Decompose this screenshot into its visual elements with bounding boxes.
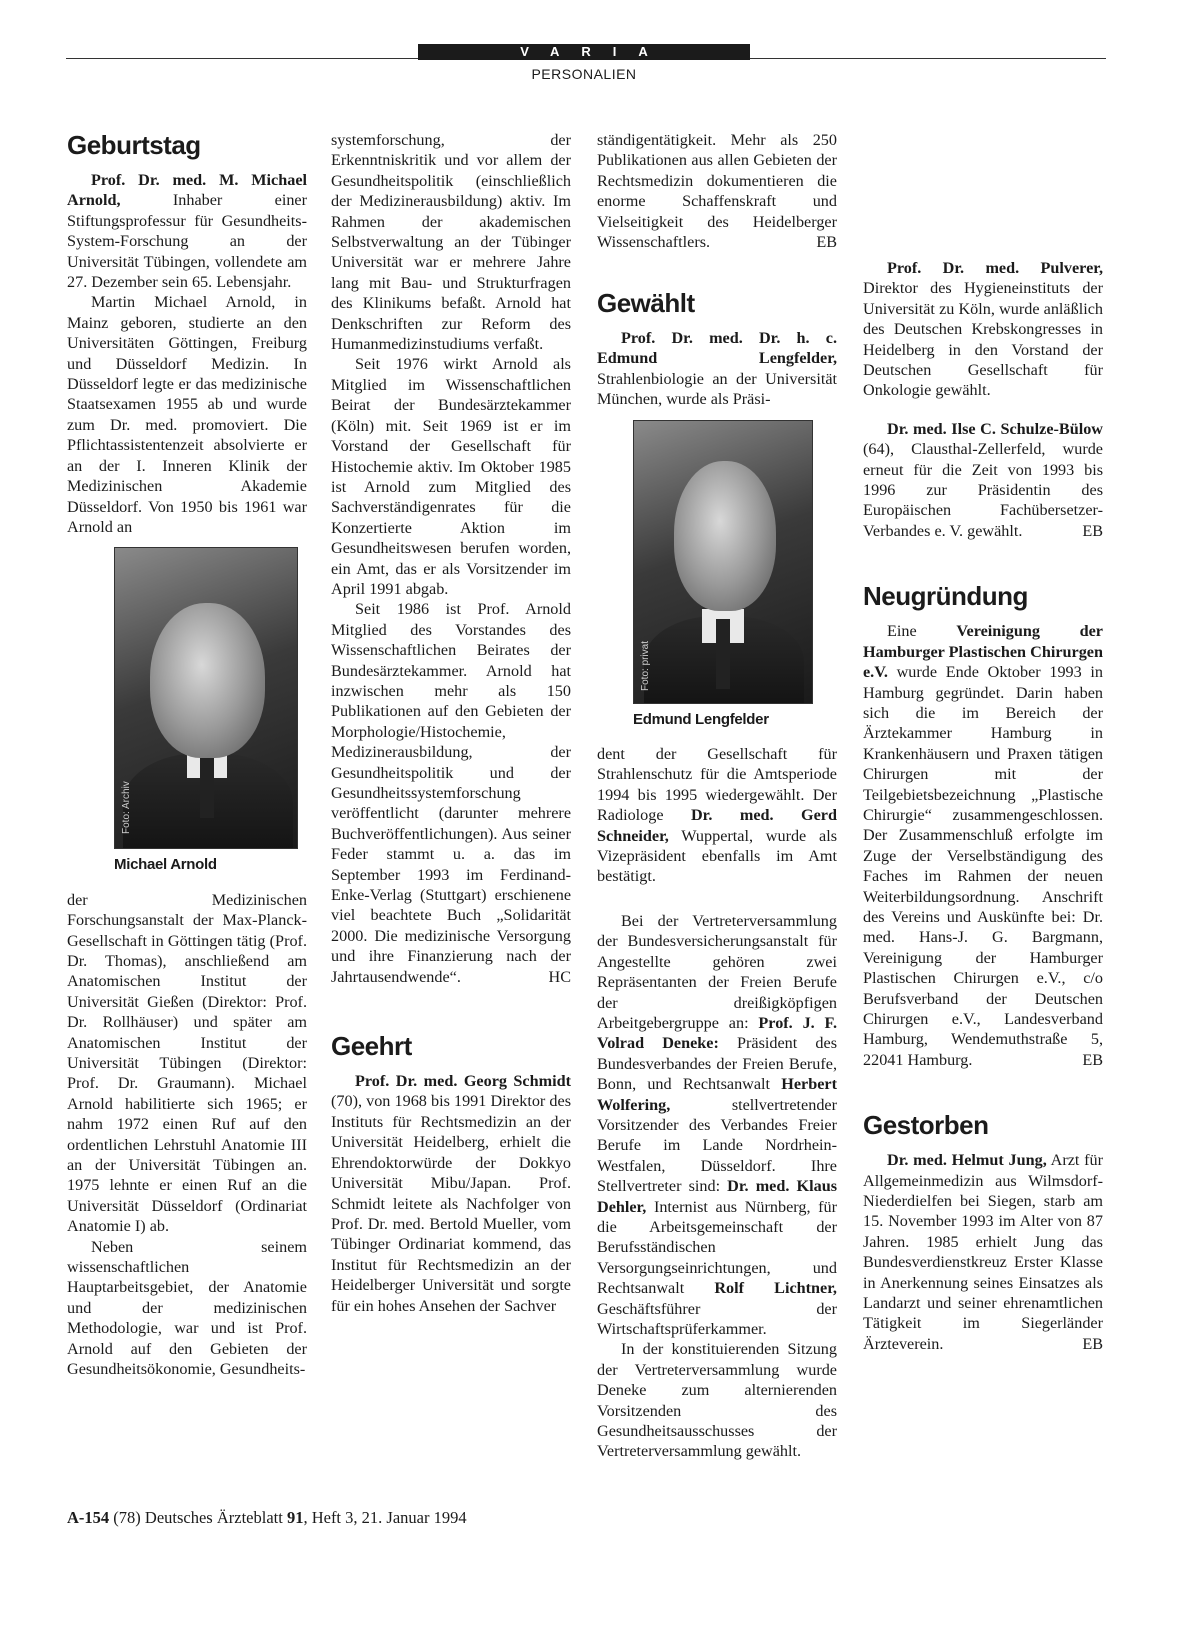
author-signature: EB xyxy=(1082,1334,1103,1353)
person-name: Prof. Dr. med. Pulverer, xyxy=(887,259,1103,277)
paragraph: dent der Gesellschaft für Strahlenschutz für die Amtsperiode 1994 bis 1995 wiedergewählt. Der Radiologe Dr. med. Gerd Schneider, Wuppertal, wurde als Vizepräsident ebenfalls im Amt bestätigt. xyxy=(597,745,837,886)
column-4 xyxy=(863,130,1103,1354)
author-signature: EB xyxy=(1082,521,1103,540)
person-name: Prof. Dr. med. Dr. h. c. Edmund Lengfelder, xyxy=(597,329,837,368)
photo-caption: Michael Arnold xyxy=(114,856,217,874)
issue-info: , Heft 3, 21. Januar 1994 xyxy=(303,1508,467,1527)
person-name: Dr. med. Klaus Dehler, xyxy=(597,1177,837,1216)
portrait-photo-lengfelder xyxy=(633,420,813,704)
author-signature: HC xyxy=(548,967,571,986)
paragraph: Eine Vereinigung der Hamburger Plastischen Chirurgen e.V. wurde Ende Oktober 1993 in Hamburg gegründet. Darin haben sich die im Bereich der Ärztekammer Hamburg in Krankenhäusern und Praxen tätigen Chirurgen mit der Teilgebietsbezeichnung „Plastische Chirurgie“ zusammengeschlossen. Der Zusammenschluß erfolgte im Zuge der Verselbständigung des Faches im Rahmen der neuen Weiterbildungsordnung. Anschrift des Vereins und Auskünfte bei: Dr. med. Hans-J. G. Bargmann, Vereinigung der Hamburger Plastischen Chirurgen e.V., c/o Berufsverband der Deutschen Chirurgen e.V., Landesverband Hamburg, Wendemuthstraße 5, 22041 Hamburg. EB xyxy=(863,622,1103,1069)
photo-caption: Edmund Lengfelder xyxy=(633,710,769,728)
paragraph: Neben seinem wissenschaftlichen Hauptarbeitsgebiet, der Anatomie und der medizinischen Methodologie, war und ist Prof. Arnold auf den Gebieten der Gesundheitsökonomie, Gesundheits- xyxy=(67,1237,307,1379)
person-name: Dr. med. Helmut Jung, xyxy=(887,1151,1047,1170)
paragraph: Dr. med. Ilse C. Schulze-Bülow (64), Clausthal-Zellerfeld, wurde erneut für die Zeit von 1993 bis 1996 zur Präsidentin des Europäischen Fachübersetzer-Verbandes e. V. gewählt. EB xyxy=(863,419,1103,540)
author-signature: EB xyxy=(816,233,837,252)
person-name: Prof. Dr. med. Georg Schmidt xyxy=(355,1072,571,1091)
page-number: A-154 xyxy=(67,1508,110,1527)
paragraph: Seit 1976 wirkt Arnold als Mitglied im Wissenschaftlichen Beirat der Bundesärztekammer (Köln) mit. Seit 1969 ist er im Vorstand der Gesellschaft für Histochemie aktiv. Im Oktober 1985 ist Arnold zum Mitglied des Sachverständigenrates für die Konzertierte Aktion im Gesundheitswesen berufen worden, ein Amt, das er als Vorsitzender im April 1991 abgab. xyxy=(331,355,571,598)
heading-geehrt: Geehrt xyxy=(331,1031,412,1062)
person-name: Dr. med. Gerd Schneider, xyxy=(597,806,837,845)
paragraph: In der konstituierenden Sitzung der Vertreterversammlung wurde Deneke zum alternierenden Vorsitzenden des Gesundheitsausschusses der Vertreterversammlung gewählt. xyxy=(597,1340,837,1461)
organization-name: Vereinigung der Hamburger Plastischen Chirurgen e.V. xyxy=(863,622,1103,682)
person-name: Dr. med. Ilse C. Schulze-Bülow xyxy=(887,419,1103,438)
paragraph: der Medizinischen Forschungsanstalt der Max-Planck-Gesellschaft in Göttingen tätig (Prof. Dr. Thomas), anschließend am Anatomischen Institut der Universität Gießen (Direktor: Prof. Dr. Rollhäuser) und später am Anatomischen Institut der Universität Tübingen (Direktor: Prof. Dr. Graumann). Michael Arnold habilitierte sich 1965; er nahm 1972 einen Ruf auf den ordentlichen Lehrstuhl Anatomie III an der Universität Tübingen an. 1975 lehnte er einen Ruf an die Universität Düsseldorf (Ordinariat Anatomie I) ab. xyxy=(67,890,307,1236)
person-name: Herbert Wolfering, xyxy=(597,1075,837,1114)
paragraph: ständigentätigkeit. Mehr als 250 Publikationen aus allen Gebieten der Rechtsmedizin dokumentieren die enorme Schaffenskraft und Vielseitigkeit des Heidelberger Wissenschaftlers. EB xyxy=(597,131,837,252)
photo-credit: Foto: privat xyxy=(640,640,651,691)
section-label: VARIA xyxy=(418,44,750,60)
person-name: Rolf Lichtner, xyxy=(714,1279,837,1298)
paragraph: Prof. Dr. med. Georg Schmidt (70), von 1968 bis 1991 Direktor des Instituts für Rechtsmedizin an der Universität Heidelberg, erhielt die Ehrendoktorwürde der Dokkyo Universität Mibu/Japan. Prof. Schmidt leitete als Nachfolger von Prof. Dr. med. Bertold Mueller, vom Tübinger Ordinariat kommend, das Institut für Rechtsmedizin an der Heidelberger Universität und sorgte für ein hohes Ansehen der Sachver xyxy=(331,1072,571,1315)
volume-number: 91 xyxy=(286,1508,304,1527)
column-1 xyxy=(67,130,307,1379)
paragraph: Seit 1986 ist Prof. Arnold Mitglied des Vorstandes des Wissenschaftlichen Beirates der Bundesärztekammer. Arnold hat inzwischen mehr als 150 Publikationen auf den Gebieten der Morphologie/Histochemie, Medizinerausbildung, der Gesundheitspolitik und der Gesundheitssystemforschung veröffentlicht (darunter mehrere Buchveröffentlichungen). Aus seiner Feder stammt u. a. das im September 1993 im Ferdinand-Enke-Verlag (Stuttgart) erschienene viel beachtete Buch „Solidarität 2000. Die medizinische Versorgung und ihre Finanzierung nach der Jahrtausendwende“. HC xyxy=(331,600,571,986)
paragraph: systemforschung, der Erkenntniskritik und vor allem der Gesundheitspolitik (einschließlich der Medizinerausbildung) aktiv. Im Rahmen der akademischen Selbstverwaltung an der Tübinger Universität war er mehrere Jahre lang mit Bau- und Strukturfragen des Klinikums befaßt. Arnold hat Denkschriften zur Reform des Humanmedizinstudiums verfaßt. xyxy=(331,131,571,354)
publication-info: (78) Deutsches Ärzteblatt xyxy=(113,1508,287,1527)
paragraph: Dr. med. Helmut Jung, Arzt für Allgemeinmedizin aus Wilmsdorf-Niederdielfen bei Siegen, starb am 15. November 1993 im Alter von 87 Jahren. 1985 erhielt Jung das Bundesverdienstkreuz Erster Klasse in Anerkennung seines Einsatzes als Landarzt und seiner ehrenamtlichen Tätigkeit im Siegerländer Ärzteverein. EB xyxy=(863,1151,1104,1353)
subsection-label: PERSONALIEN xyxy=(531,66,637,82)
column-3 xyxy=(597,130,837,1462)
portrait-photo-arnold xyxy=(114,547,298,849)
column-2 xyxy=(331,130,571,1316)
heading-gewaehlt: Gewählt xyxy=(597,288,695,318)
paragraph: Martin Michael Arnold, in Mainz geboren, studierte an den Universitäten Göttingen, Freiburg und Düsseldorf Medizin. In Düsseldorf legte er das medizinische Staatsexamen 1955 ab und wurde zum Dr. med. promoviert. Die Pflichtassistentenzeit absolvierte er an der I. Inneren Klinik der Medizinischen Akademie Düsseldorf. Von 1950 bis 1961 war Arnold an xyxy=(67,293,307,536)
paragraph: Prof. Dr. med. Pulverer, Direktor des Hygieneinstituts der Universität zu Köln, wurde anläßlich des Deutschen Krebskongresses in Heidelberg in den Vorstand der Deutschen Gesellschaft für Onkologie gewählt. xyxy=(863,259,1103,400)
paragraph: Prof. Dr. med. M. Michael Arnold, Inhaber einer Stiftungsprofessur für Gesundheits-System-Forschung an der Universität Tübingen, vollendete am 27. Dezember sein 65. Lebensjahr. xyxy=(67,171,307,292)
page-footer xyxy=(67,1508,467,1528)
person-name: Prof. Dr. med. M. Michael Arnold, xyxy=(67,171,307,210)
heading-gestorben: Gestorben xyxy=(863,1110,989,1141)
paragraph: Bei der Vertreterversammlung der Bundesversicherungsanstalt für Angestellte gehören zwei Repräsentanten der Freien Berufe der dreißigköpfigen Arbeitgebergruppe an: Prof. J. F. Volrad Deneke: Präsident des Bundesverbandes der Freien Berufe, Bonn, und Rechtsanwalt Herbert Wolfering, stellvertretender Vorsitzender des Verbandes Freier Berufe im Lande Nordrhein-Westfalen, Düsseldorf. Ihre Stellvertreter sind: Dr. med. Klaus Dehler, Internist aus Nürnberg, für die Arbeitsgemeinschaft der Berufsständischen Versorgungseinrichtungen, und Rechtsanwalt Rolf Lichtner, Geschäftsführer der Wirtschaftsprüferkammer. xyxy=(597,911,837,1338)
heading-geburtstag: Geburtstag xyxy=(67,130,201,160)
author-signature: EB xyxy=(1082,1050,1103,1069)
paragraph: Prof. Dr. med. Dr. h. c. Edmund Lengfelder, Strahlenbiologie an der Universität München, wurde als Präsi- xyxy=(597,329,837,409)
photo-credit: Foto: Archiv xyxy=(121,781,132,835)
heading-neugruendung: Neugründung xyxy=(863,581,1028,612)
person-name: Prof. J. F. Volrad Deneke: xyxy=(597,1013,837,1053)
